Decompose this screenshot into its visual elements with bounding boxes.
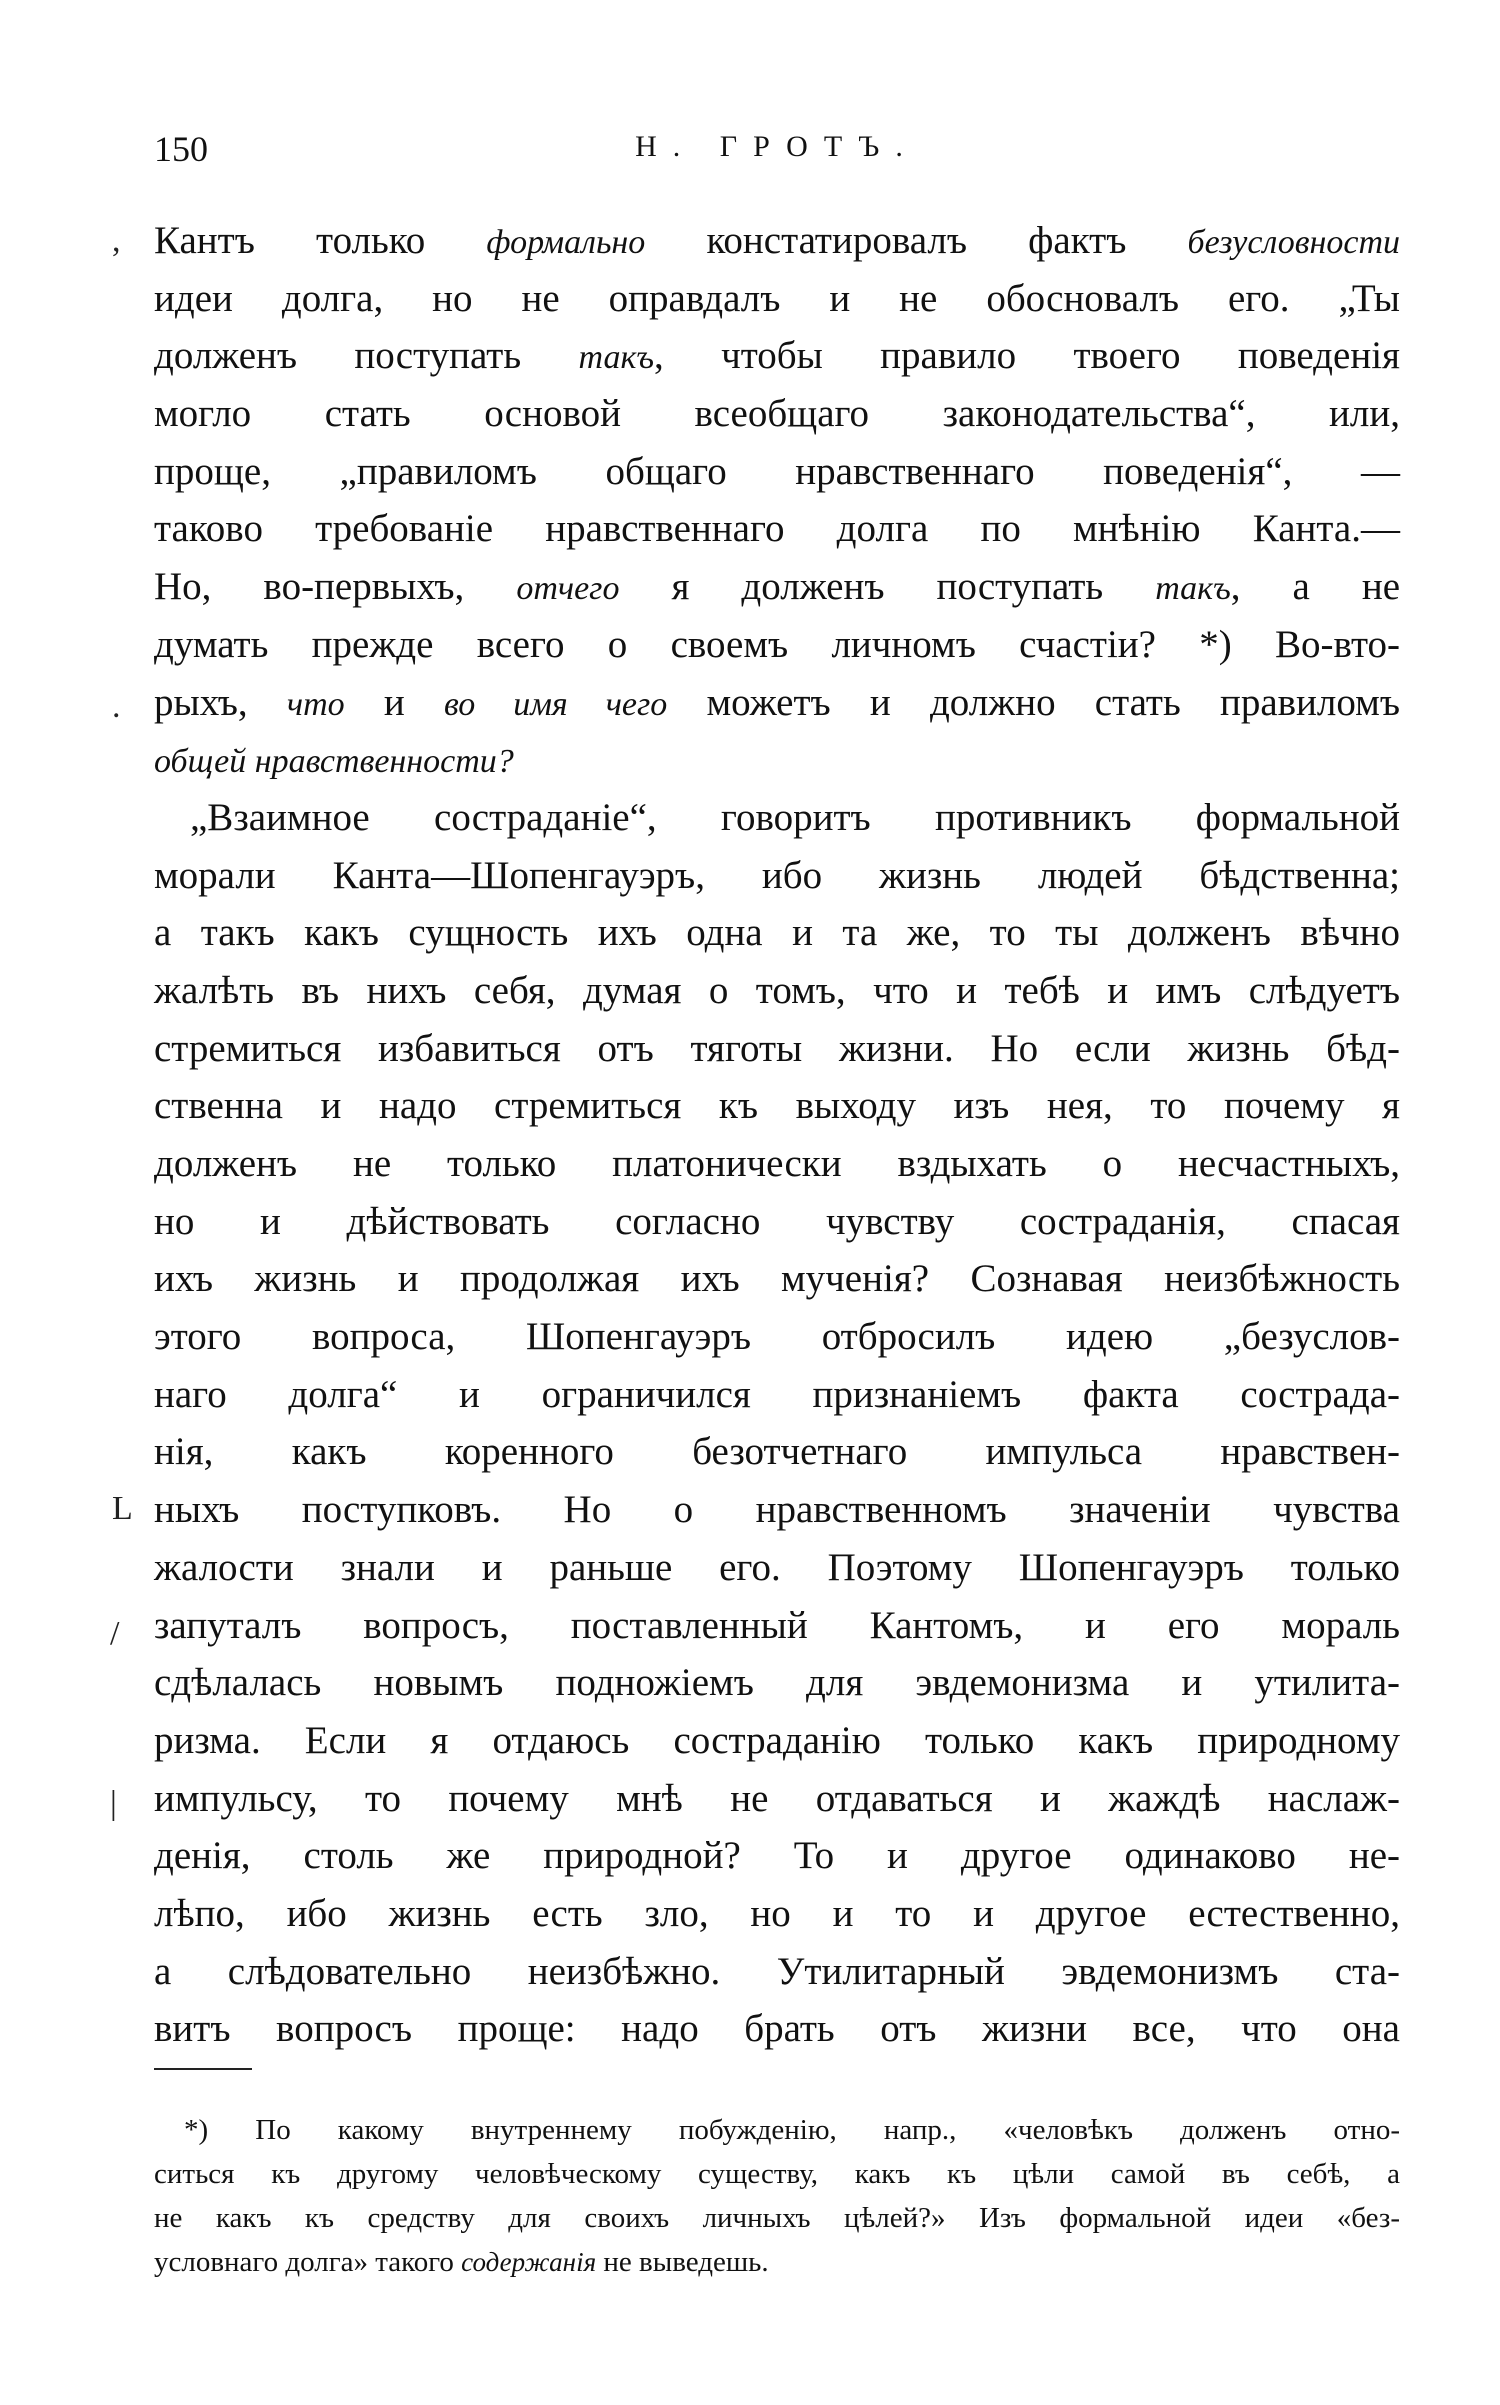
text-line <box>154 212 1400 270</box>
text-segment: но и дѣйствовать согласно чувству состраданія, спасая <box>154 1199 1400 1243</box>
text-line <box>154 1366 1400 1424</box>
text-line <box>154 270 1400 328</box>
text-line <box>154 1712 1400 1770</box>
text-segment: таково требованіе нравственнаго долга по мнѣнію Канта.— <box>154 507 1400 551</box>
text-line <box>154 1135 1400 1193</box>
text-line <box>154 2000 1400 2058</box>
text-line <box>154 731 1400 789</box>
text-segment: констатировалъ фактъ <box>645 219 1188 262</box>
footnote-line <box>154 2108 1400 2152</box>
margin-mark: . <box>112 688 121 725</box>
italic-text: такъ <box>578 339 655 377</box>
text-line <box>154 1020 1400 1078</box>
text-segment: долженъ не только платонически вздыхать о несчастныхъ, <box>154 1142 1400 1185</box>
text-segment: , а не <box>1230 565 1400 609</box>
text-segment: жалѣть въ нихъ себя, думая о томъ, что и тебѣ и имъ слѣдуетъ <box>154 968 1400 1012</box>
footnote-rule <box>154 2068 252 2070</box>
text-segment: жалости знали и раньше его. Поэтому Шопенгауэръ только <box>154 1545 1400 1589</box>
text-segment: нія, какъ коренного безотчетнаго импульса нравствен- <box>154 1430 1400 1474</box>
text-segment: морали Канта—Шопенгауэръ, ибо жизнь людей бѣдственна; <box>154 853 1400 897</box>
text-segment: стремиться избавиться отъ тяготы жизни. Но если жизнь бѣд- <box>154 1026 1400 1070</box>
text-line <box>154 443 1400 501</box>
text-line <box>154 904 1400 962</box>
italic-text: безусловности <box>1187 224 1400 261</box>
text-segment: не выведешь. <box>596 2246 769 2278</box>
text-segment: денія, столь же природной? То и другое одинаково не- <box>154 1834 1400 1878</box>
text-segment: Но, во-первыхъ, <box>154 565 517 609</box>
text-segment: ситься къ другому человѣческому существу, какъ къ цѣли самой въ себѣ, а <box>154 2158 1400 2190</box>
italic-text: такъ <box>1155 570 1231 608</box>
text-segment: сдѣлалась новымъ подножіемъ для эвдемонизма и утилита- <box>154 1661 1400 1705</box>
margin-mark: , <box>112 222 121 259</box>
text-segment: рыхъ, <box>154 680 287 724</box>
text-line <box>154 385 1400 443</box>
text-segment: ственна и надо стремиться къ выходу изъ нея, то почему я <box>154 1084 1400 1128</box>
margin-mark: / <box>110 1615 120 1652</box>
text-segment: , чтобы правило твоего поведенія <box>654 334 1400 378</box>
text-line <box>154 1654 1400 1712</box>
text-segment: импульсу, то почему мнѣ не отдаваться и жаждѣ наслаж- <box>154 1776 1400 1820</box>
footnote-line <box>154 2240 1400 2284</box>
text-line <box>154 1481 1400 1539</box>
body-text <box>154 212 1400 2058</box>
text-segment: условнаго долга» такого <box>154 2246 462 2278</box>
text-line <box>154 1077 1400 1135</box>
text-line <box>154 1597 1400 1655</box>
text-line <box>154 1943 1400 2001</box>
text-line <box>154 500 1400 558</box>
italic-text: содержанія <box>461 2247 597 2277</box>
text-line <box>154 327 1400 385</box>
margin-mark: | <box>110 1785 117 1822</box>
footnote-line <box>154 2196 1400 2240</box>
text-segment: а слѣдовательно неизбѣжно. Утилитарный эвдемонизмъ ста- <box>154 1949 1400 1993</box>
italic-text: общей нравственности? <box>154 743 514 781</box>
text-line <box>154 1308 1400 1366</box>
footnote-line <box>154 2152 1400 2196</box>
text-segment: ризма. Если я отдаюсь состраданію только какъ природному <box>154 1718 1400 1762</box>
text-segment: лѣпо, ибо жизнь есть зло, но и то и другое естественно, <box>154 1891 1400 1935</box>
text-segment: идеи долга, но не оправдалъ и не обосновалъ его. „Ты <box>154 276 1400 320</box>
text-segment: ихъ жизнь и продолжая ихъ мученія? Сознавая неизбѣжность <box>154 1257 1400 1301</box>
text-line <box>154 616 1400 674</box>
text-segment: думать прежде всего о своемъ личномъ счастіи? *) Во-вто- <box>154 622 1400 666</box>
text-line <box>154 789 1400 847</box>
text-segment: *) По какому внутреннему побужденію, напр., «человѣкъ долженъ отно- <box>184 2114 1400 2146</box>
text-segment: наго долга“ и ограничился признаніемъ факта сострада- <box>154 1372 1400 1416</box>
text-segment: ныхъ поступковъ. Но о нравственномъ значеніи чувства <box>154 1488 1400 1532</box>
text-line <box>154 847 1400 905</box>
text-line <box>154 1250 1400 1308</box>
text-segment: долженъ поступать <box>154 334 579 378</box>
page-number: 150 <box>154 129 208 169</box>
italic-text: что <box>286 685 345 723</box>
text-segment: и <box>344 680 444 724</box>
text-segment: этого вопроса, Шопенгауэръ отбросилъ идею „безуслов- <box>154 1315 1400 1359</box>
text-segment: витъ вопросъ проще: надо брать отъ жизни все, что она <box>154 2007 1400 2051</box>
text-segment: я долженъ поступать <box>619 565 1156 609</box>
margin-mark: L <box>112 1490 133 1527</box>
text-line <box>154 962 1400 1020</box>
text-segment: можетъ и должно стать правиломъ <box>667 680 1400 724</box>
italic-text: формально <box>486 224 646 261</box>
italic-text: отчего <box>516 570 620 608</box>
text-line <box>154 674 1400 732</box>
text-segment: Кантъ только <box>154 219 487 262</box>
text-line <box>154 1423 1400 1481</box>
text-line <box>154 1193 1400 1251</box>
text-segment: могло стать основой всеобщаго законодательства“, или, <box>154 392 1400 436</box>
text-segment: не какъ къ средству для своихъ личныхъ цѣлей?» Изъ формальной идеи «без- <box>154 2202 1400 2234</box>
text-line <box>154 558 1400 616</box>
text-line <box>154 1539 1400 1597</box>
text-line <box>154 1827 1400 1885</box>
page-header <box>154 128 1400 178</box>
text-segment: запуталъ вопросъ, поставленный Кантомъ, и его мораль <box>154 1603 1400 1647</box>
italic-text: во имя чего <box>443 685 668 723</box>
text-segment: „Взаимное состраданіе“, говоритъ противникъ формальной <box>190 795 1400 839</box>
text-line <box>154 1885 1400 1943</box>
footnote <box>154 2108 1400 2284</box>
running-title: Н. ГРОТЪ. <box>635 130 919 163</box>
text-line <box>154 1770 1400 1828</box>
text-segment: проще, „правиломъ общаго нравственнаго поведенія“, — <box>154 449 1400 493</box>
text-segment: а такъ какъ сущность ихъ одна и та же, то ты долженъ вѣчно <box>154 911 1400 955</box>
